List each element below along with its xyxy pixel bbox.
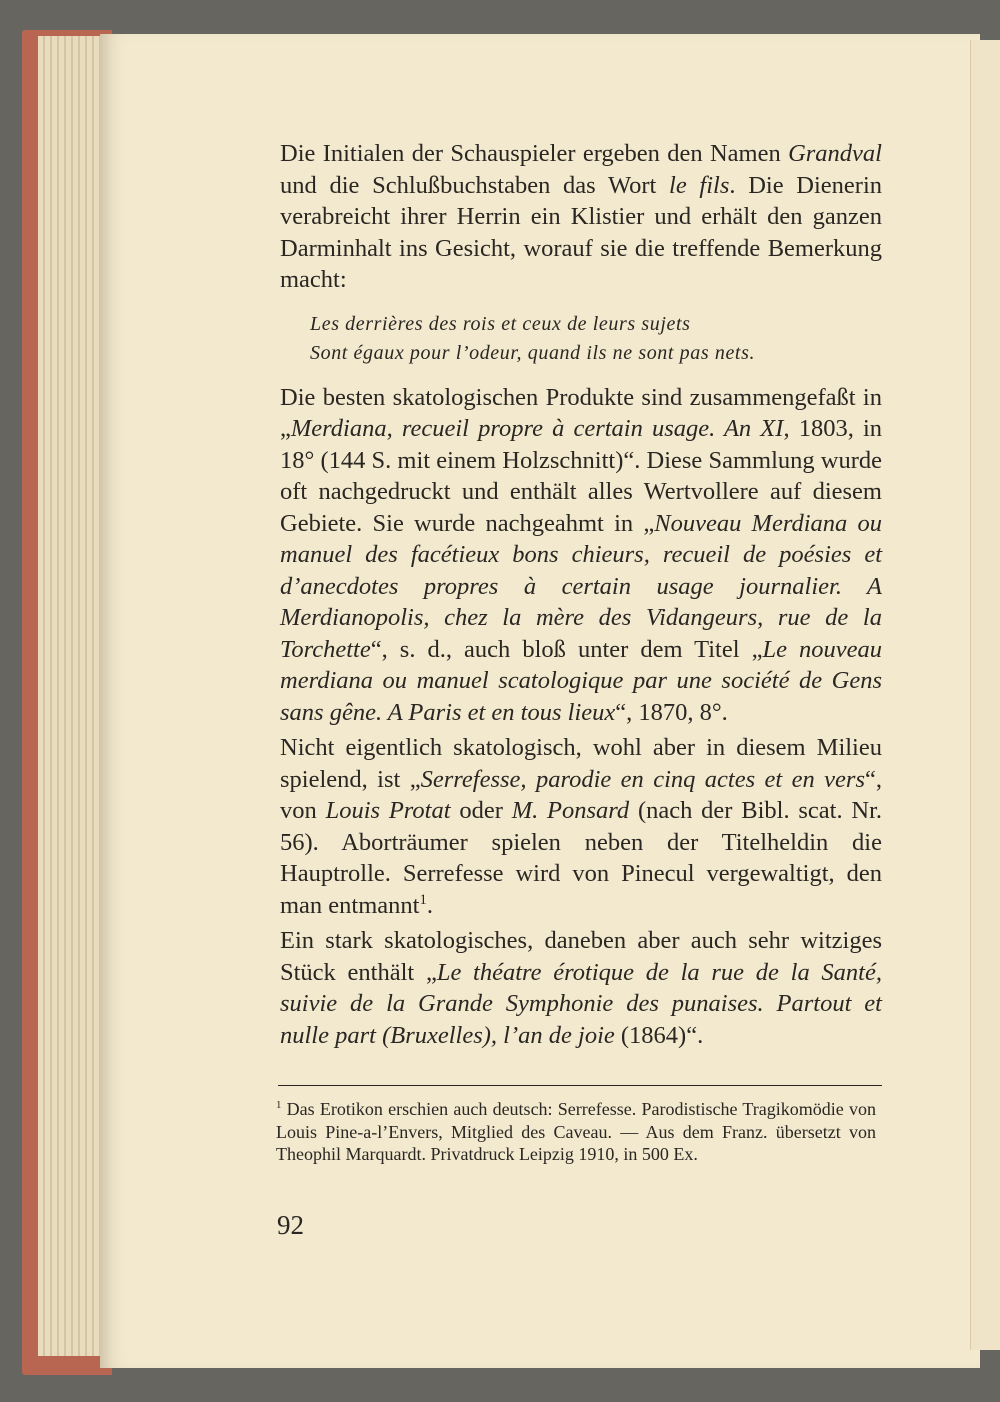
facing-page-edge xyxy=(970,40,1000,1350)
italic-run: Le nouveau merdiana ou manuel scatologique par une société de Gens sans gêne. A Paris et en tous lieux xyxy=(280,635,882,726)
footnote xyxy=(276,1098,876,1166)
text-run: oder xyxy=(450,797,512,824)
text-run: “, von xyxy=(280,765,882,824)
text-run: (nach der Bibl. scat. Nr. 56). Aborträumer spielen neben der Titelheldin die Hauptrolle. Serrefesse wird von Pinecul vergewaltigt, den man entmannt xyxy=(280,797,883,919)
footnote-text: Das Erotikon erschien auch deutsch: Serrefesse. Parodistische Tragikomödie von Louis Pine-a-l’Envers, Mitglied des Caveau. — Aus dem Franz. übersetzt von Theophil Marquardt. Privatdruck Leipzig 1910, in 500 Ex. xyxy=(276,1099,876,1164)
text-run: Nicht eigentlich skatologisch, wohl aber in diesem Milieu spielend, ist „ xyxy=(280,734,882,793)
text-run: und die Schlußbuchstaben das Wort xyxy=(280,171,670,199)
paragraph-4 xyxy=(280,925,882,1051)
text-run: (1864)“. xyxy=(614,1021,704,1049)
verse-line-1: Les derrières des rois et ceux de leurs sujets xyxy=(310,312,691,335)
paragraph-1 xyxy=(280,138,882,296)
text-run: Die Initialen der Schauspieler ergeben den Namen xyxy=(280,140,789,167)
italic-run: Grandval xyxy=(788,140,882,167)
footnote-marker: 1 xyxy=(276,1099,282,1111)
verse-line-2: Sont égaux pour l’odeur, quand ils ne sont pas nets. xyxy=(310,341,756,364)
italic-run: Merdiana, recueil propre à certain usage. An XI xyxy=(290,415,784,442)
text-run: . xyxy=(426,891,433,919)
italic-run: Nouveau Merdiana ou manuel des facétieux bons chieurs, recueil de poésies et d’anecdotes propres à certain usage journalier. A Merdianopolis, chez la mère des Vidangeurs, rue de la Torchette xyxy=(280,509,882,663)
text-run: Die besten skatologischen Produkte sind zusammengefaßt in „ xyxy=(280,383,882,442)
text-run: . Die Dienerin verabreicht ihrer Herrin ein Klistier und erhält den ganzen Darminhalt ins Gesicht, worauf sie die treffende Bemerkung macht: xyxy=(280,171,883,293)
footnote-ref: 1 xyxy=(419,891,427,908)
paragraph-3 xyxy=(280,732,882,921)
italic-run: Le théatre érotique de la rue de la Santé, suivie de la Grande Symphonie des punaises. Partout et nulle part (Bruxelles), l’an de joie xyxy=(280,958,882,1049)
verse-quote xyxy=(310,310,882,368)
italic-run: Louis Protat xyxy=(325,797,451,824)
text-run: “, s. d., auch bloß unter dem Titel „ xyxy=(370,635,763,663)
text-run: Ein stark skatologisches, daneben aber auch sehr witziges Stück enthält „ xyxy=(280,927,882,986)
page-number: 92 xyxy=(277,1210,304,1240)
text-run: “, 1870, 8°. xyxy=(615,698,728,726)
paragraph-2 xyxy=(280,382,882,729)
italic-run: M. Ponsard xyxy=(511,797,630,824)
italic-run: Serrefesse, parodie en cinq actes et en vers xyxy=(420,765,865,793)
footnote-divider xyxy=(278,1085,882,1086)
main-text xyxy=(280,138,882,1051)
italic-run: le fils xyxy=(669,171,730,199)
text-run: , 1803, in 18° (144 S. mit einem Holzschnitt)“. Diese Sammlung wurde oft nachgedruckt und enthält alles Wertvollere auf diesem Gebiete. Sie wurde nachgeahmt in „ xyxy=(280,415,883,537)
